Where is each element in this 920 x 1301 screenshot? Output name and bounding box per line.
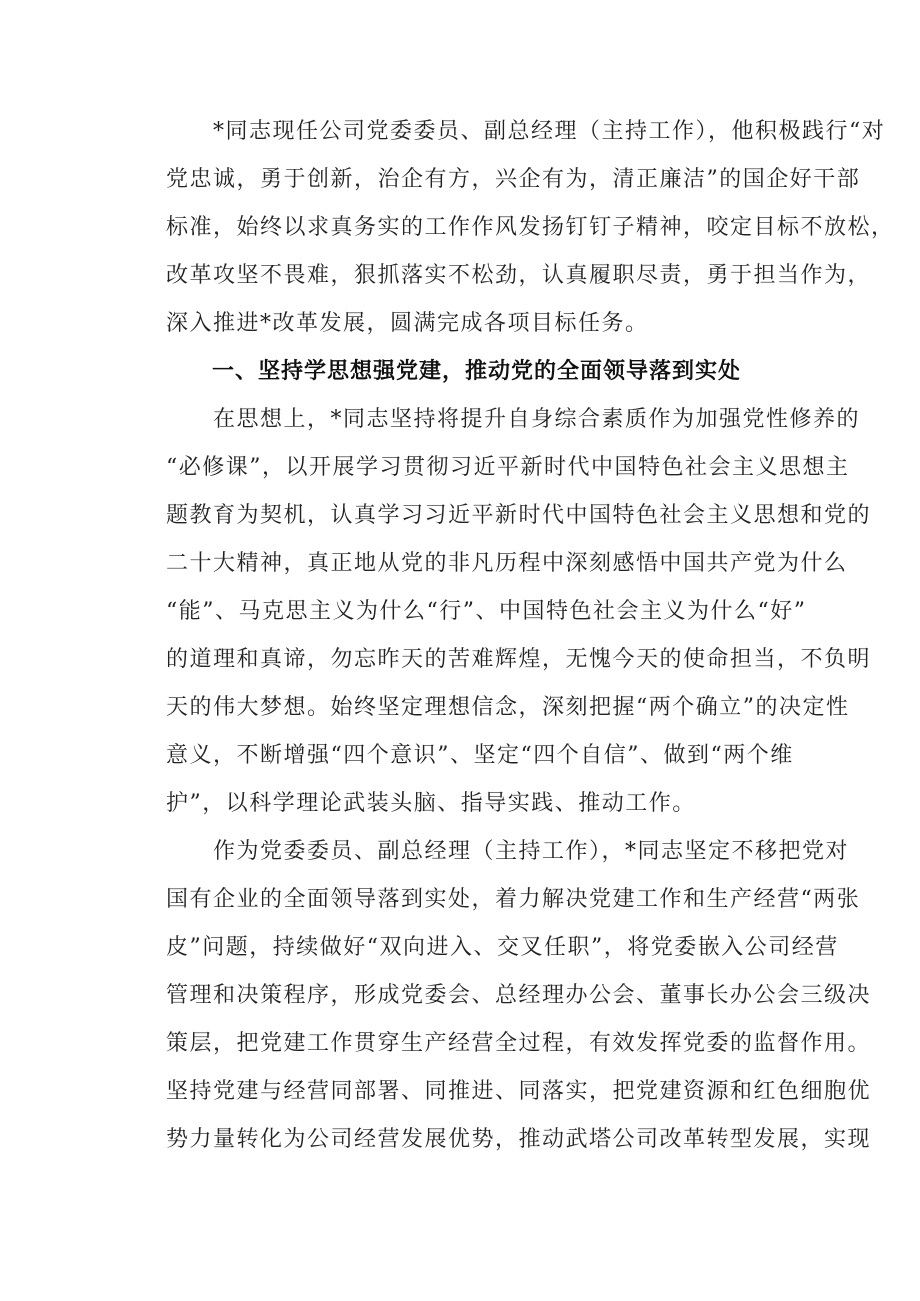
text-line: 深入推进*改革发展，圆满完成各项目标任务。 xyxy=(166,311,649,336)
text-line: 在思想上，*同志坚持将提升自身综合素质作为加强党性修养的 xyxy=(166,407,861,432)
text-line: *同志现任公司党委委员、副总经理（主持工作），他积极践行“对 xyxy=(166,119,886,144)
text-line: 策层，把党建工作贯穿生产经营全过程，有效发挥党委的监督作用。 xyxy=(166,1031,872,1056)
text-line: 势力量转化为公司经营发展优势，推动武塔公司改革转型发展，实现 xyxy=(166,1127,872,1152)
paragraph-ideology xyxy=(166,396,872,828)
text-line: 管理和决策程序，形成党委会、总经理办公会、董事长办公会三级决 xyxy=(166,983,872,1008)
section-heading: 一、坚持学思想强党建，推动党的全面领导落到实处 xyxy=(166,359,742,384)
text-line: 党忠诚，勇于创新，治企有方，兴企有为，清正廉洁”的国企好干部 xyxy=(166,167,861,192)
text-line: “必修课”，以开展学习贯彻习近平新时代中国特色社会主义思想主 xyxy=(166,455,850,480)
paragraph-leadership xyxy=(166,828,872,1164)
text-line: 护”，以科学理论武装头脑、指导实践、推动工作。 xyxy=(166,791,696,816)
text-line: 标准，始终以求真务实的工作作风发扬钉钉子精神，咬定目标不放松， xyxy=(166,215,895,240)
text-line: 二十大精神，真正地从党的非凡历程中深刻感悟中国共产党为什么 xyxy=(166,551,848,576)
text-line: 国有企业的全面领导落到实处，着力解决党建工作和生产经营“两张 xyxy=(166,887,861,912)
text-line: 的道理和真谛，勿忘昨天的苦难辉煌，无愧今天的使命担当，不负明 xyxy=(166,647,872,672)
paragraph-intro xyxy=(166,108,895,348)
text-line: 天的伟大梦想。始终坚定理想信念，深刻把握“两个确立”的决定性 xyxy=(166,695,850,720)
text-line: 皮”问题，持续做好“双向进入、交叉任职”，将党委嵌入公司经营 xyxy=(166,935,839,960)
text-line: “能”、马克思主义为什么“行”、中国特色社会主义为什么“好” xyxy=(166,599,807,624)
text-line: 改革攻坚不畏难，狠抓落实不松劲，认真履职尽责，勇于担当作为， xyxy=(166,263,872,288)
text-line: 坚持党建与经营同部署、同推进、同落实，把党建资源和红色细胞优 xyxy=(166,1079,872,1104)
text-line: 作为党委委员、副总经理（主持工作），*同志坚定不移把党对 xyxy=(166,839,850,864)
text-line: 意义，不断增强“四个意识”、坚定“四个自信”、做到“两个维 xyxy=(166,743,794,768)
text-line: 题教育为契机，认真学习习近平新时代中国特色社会主义思想和党的 xyxy=(166,503,872,528)
